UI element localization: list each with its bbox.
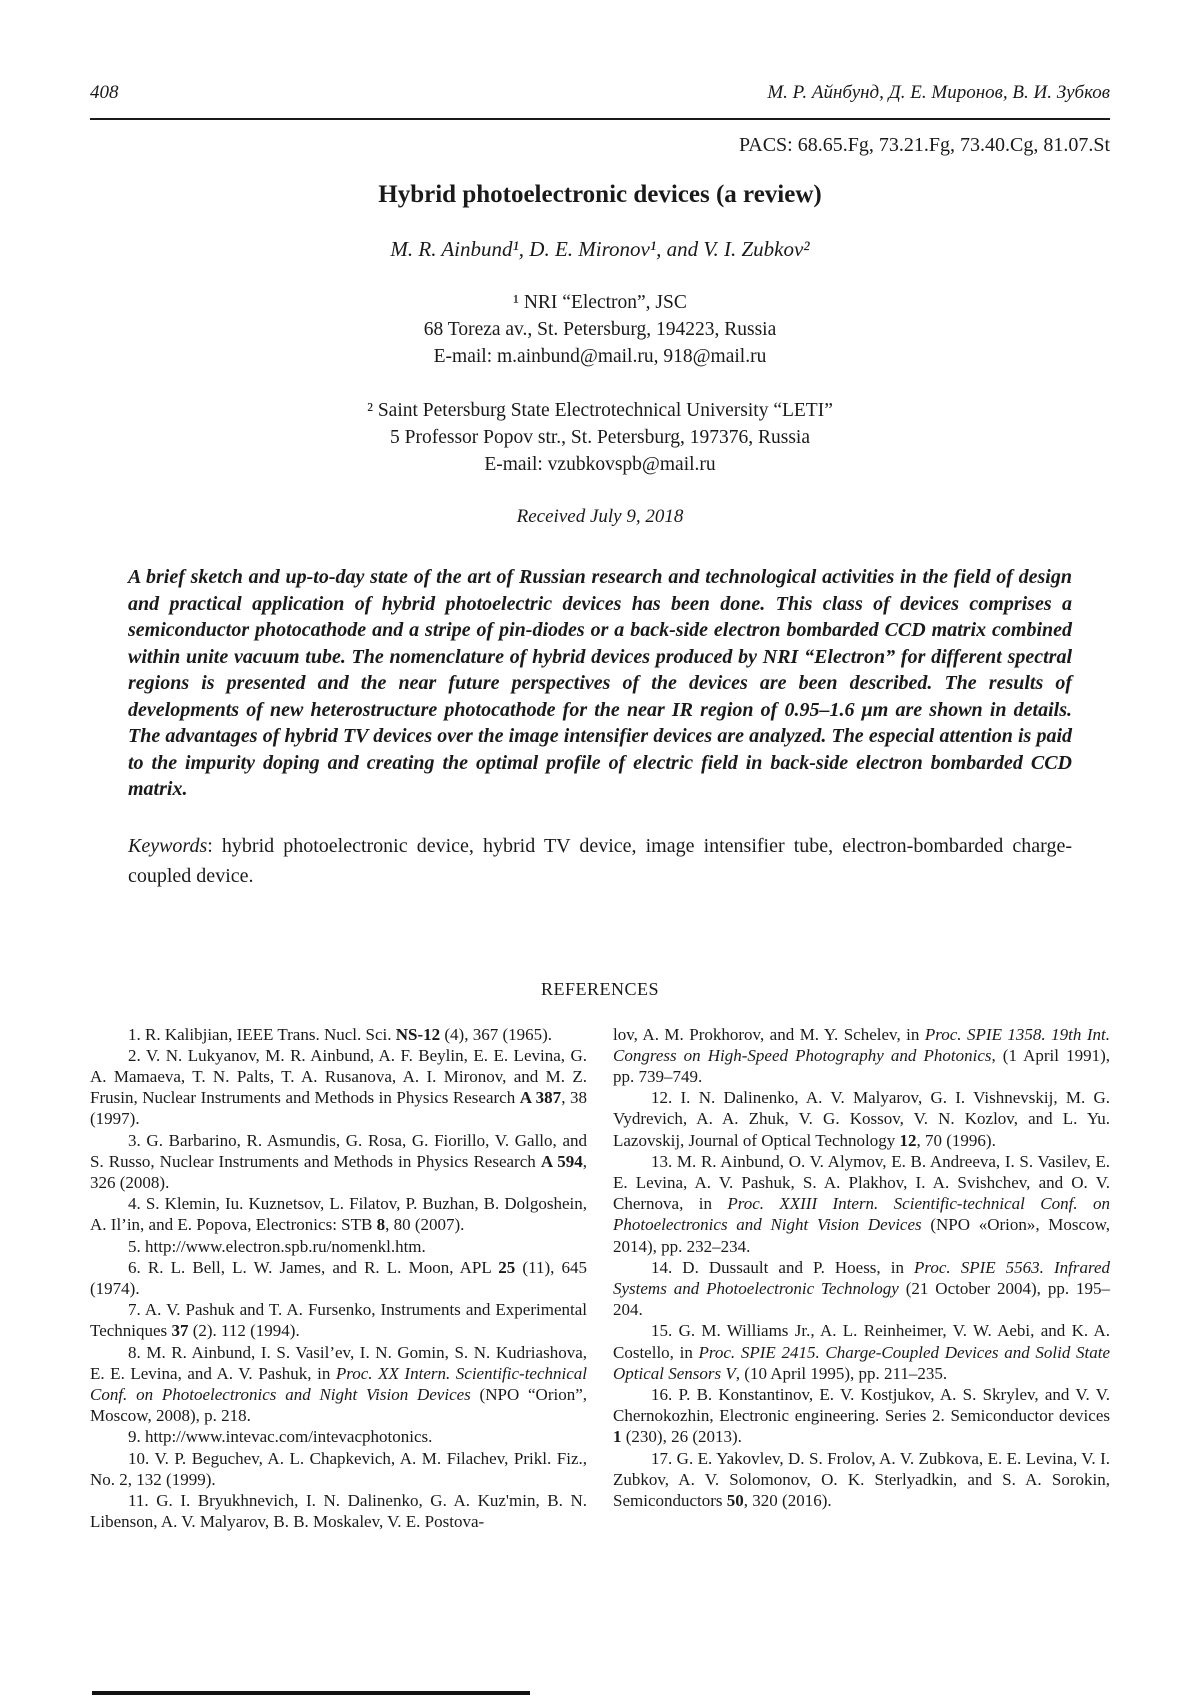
- references-heading: REFERENCES: [540, 978, 660, 999]
- page-number: 408: [90, 82, 119, 103]
- reference-item: 15. G. M. Williams Jr., A. L. Reinheimer, V. W. Aebi, and K. A. Costello, in Proc. SPIE 2415. Charge-Coupled Devices and Solid State Optical Sensors V, (10 April 1995), pp. 211–235.: [613, 1321, 1110, 1383]
- affiliation-2-address: 5 Professor Popov str., St. Petersburg, 197376, Russia: [390, 427, 810, 448]
- pacs-line: PACS: 68.65.Fg, 73.21.Fg, 73.40.Cg, 81.07.St: [738, 134, 1110, 156]
- header-rule: [90, 118, 1110, 120]
- affiliation-1-name: ¹ NRI “Electron”, JSC: [513, 292, 687, 313]
- reference-item: 14. D. Dussault and P. Hoess, in Proc. SPIE 5563. Infrared Systems and Photoelectronic Technology (21 October 2004), pp. 195–204.: [613, 1257, 1111, 1320]
- running-head: [90, 82, 1110, 104]
- reference-item: lov, A. M. Prokhorov, and M. Y. Schelev, in Proc. SPIE 1358. 19th Int. Congress on High-Speed Photography and Photonics, (1 April 1991), pp. 739–749.: [613, 1024, 1110, 1086]
- reference-item: 10. V. P. Beguchev, A. L. Chapkevich, A. M. Filachev, Prikl. Fiz., No. 2, 132 (1999).: [90, 1448, 587, 1489]
- received-line: Received July 9, 2018: [516, 506, 684, 527]
- reference-item: 17. G. E. Yakovlev, D. S. Frolov, A. V. Zubkova, E. E. Levina, V. I. Zubkov, A. V. Solomonov, O. K. Sterlyadkin, and S. A. Sorokin, Semiconductors 50, 320 (2016).: [613, 1448, 1110, 1510]
- keywords-label: Keywords: [128, 834, 208, 857]
- reference-item: 11. G. I. Bryukhnevich, I. N. Dalinenko, G. A. Kuz'min, B. N. Libenson, A. V. Malyarov, B. B. Moskalev, V. E. Postova-: [90, 1490, 587, 1532]
- reference-item: 7. A. V. Pashuk and T. A. Fursenko, Instruments and Experimental Techniques 37 (2). 112 (1994).: [90, 1300, 587, 1341]
- reference-item: 12. I. N. Dalinenko, A. V. Malyarov, G. I. Vishnevskij, M. G. Vydrevich, A. A. Zhuk, V. G. Kossov, V. N. Kozlov, and L. Yu. Lazovskij, Journal of Optical Technology 12, 70 (1996).: [613, 1088, 1110, 1150]
- keywords-paragraph: [90, 831, 1110, 891]
- reference-item: 6. R. L. Bell, L. W. James, and R. L. Moon, APL 25 (11), 645 (1974).: [90, 1257, 588, 1298]
- reference-item: 1. R. Kalibjian, IEEE Trans. Nucl. Sci. NS-12 (4), 367 (1965).: [128, 1024, 553, 1044]
- references-section: [90, 1024, 1110, 1533]
- reference-item: 13. M. R. Ainbund, O. V. Alymov, E. B. Andreeva, I. S. Vasilev, E. E. Levina, A. V. Pashuk, S. A. Plakhov, I. A. Svishchev, and O. V. Chernova, in Proc. XXIII Intern. Scientific-technical Conf. on Photoelectronics and Night Vision Devices (NPO «Orion», Moscow, 2014), pp. 232–234.: [613, 1151, 1111, 1256]
- affiliation-2-name: ² Saint Petersburg State Electrotechnical University “LETI”: [367, 400, 833, 421]
- scan-artifact-line: [92, 1691, 530, 1695]
- running-authors: М. Р. Айнбунд, Д. Е. Миронов, В. И. Зубков: [767, 82, 1110, 103]
- affiliation-2: [90, 397, 1110, 478]
- references-column-right: [613, 1024, 1110, 1533]
- reference-item: 8. M. R. Ainbund, I. S. Vasil’ev, I. N. Gomin, S. N. Kudriashova, E. E. Levina, and A. V. Pashuk, in Proc. XX Intern. Scientific-technical Conf. on Photoelectronics and Night Vision Devices (NPO “Orion”, Moscow, 2008), p. 218.: [90, 1342, 587, 1426]
- reference-item: 16. P. B. Konstantinov, E. V. Kostjukov, A. S. Skrylev, and V. V. Chernokozhin, Electronic engineering. Series 2. Semiconductor devices 1 (230), 26 (2013).: [613, 1384, 1110, 1447]
- reference-item: 3. G. Barbarino, R. Asmundis, G. Rosa, G. Fiorillo, V. Gallo, and S. Russo, Nuclear Instruments and Methods in Physics Research A 594, 326 (2008).: [90, 1130, 587, 1192]
- keywords-text: : hybrid photoelectronic device, hybrid TV device, image intensifier tube, electron-bombarded charge-coupled device.: [128, 834, 1072, 887]
- affiliation-1-email: E-mail: m.ainbund@mail.ru, 918@mail.ru: [433, 346, 767, 367]
- authors-line: M. R. Ainbund¹, D. E. Mironov¹, and V. I. Zubkov²: [390, 237, 810, 261]
- abstract-text: A brief sketch and up-to-day state of the art of Russian research and technological activities in the field of design and practical application of hybrid photoelectric devices has been done. This class of devices comprises a semiconductor photocathode and a stripe of pin-diodes or a back-side electron bombarded CCD matrix combined within unite vacuum tube. The nomenclature of hybrid devices produced by NRI “Electron” for different spectral regions is presented and the near future perspectives of the devices are been described. The results of developments of new heterostructure photocathode for the near IR region of 0.95–1.6 μm are shown in details. The advantages of hybrid TV devices over the image intensifier devices are analyzed. The especial attention is paid to the impurity doping and creating the optimal profile of electric field in back-side electron bombarded CCD matrix.: [128, 566, 1072, 800]
- reference-item: 4. S. Klemin, Iu. Kuznetsov, L. Filatov, P. Buzhan, B. Dolgoshein, A. Il’in, and E. Popova, Electronics: STB 8, 80 (2007).: [90, 1194, 587, 1235]
- reference-item: 2. V. N. Lukyanov, M. R. Ainbund, A. F. Beylin, E. E. Levina, G. A. Mamaeva, T. N. Palts, T. A. Rusanova, A. I. Mironov, and M. Z. Frusin, Nuclear Instruments and Methods in Physics Research A 387, 38 (1997).: [90, 1045, 587, 1129]
- reference-item: 9. http://www.intevac.com/intevacphotonics.: [128, 1427, 433, 1447]
- reference-item: 5. http://www.electron.spb.ru/nomenkl.htm.: [128, 1236, 426, 1256]
- affiliation-1-address: 68 Toreza av., St. Petersburg, 194223, Russia: [423, 319, 777, 340]
- affiliation-1: [90, 289, 1110, 370]
- affiliation-2-email: E-mail: vzubkovspb@mail.ru: [484, 454, 716, 475]
- references-column-left: [90, 1024, 587, 1533]
- article-title: Hybrid photoelectronic devices (a review): [378, 181, 822, 208]
